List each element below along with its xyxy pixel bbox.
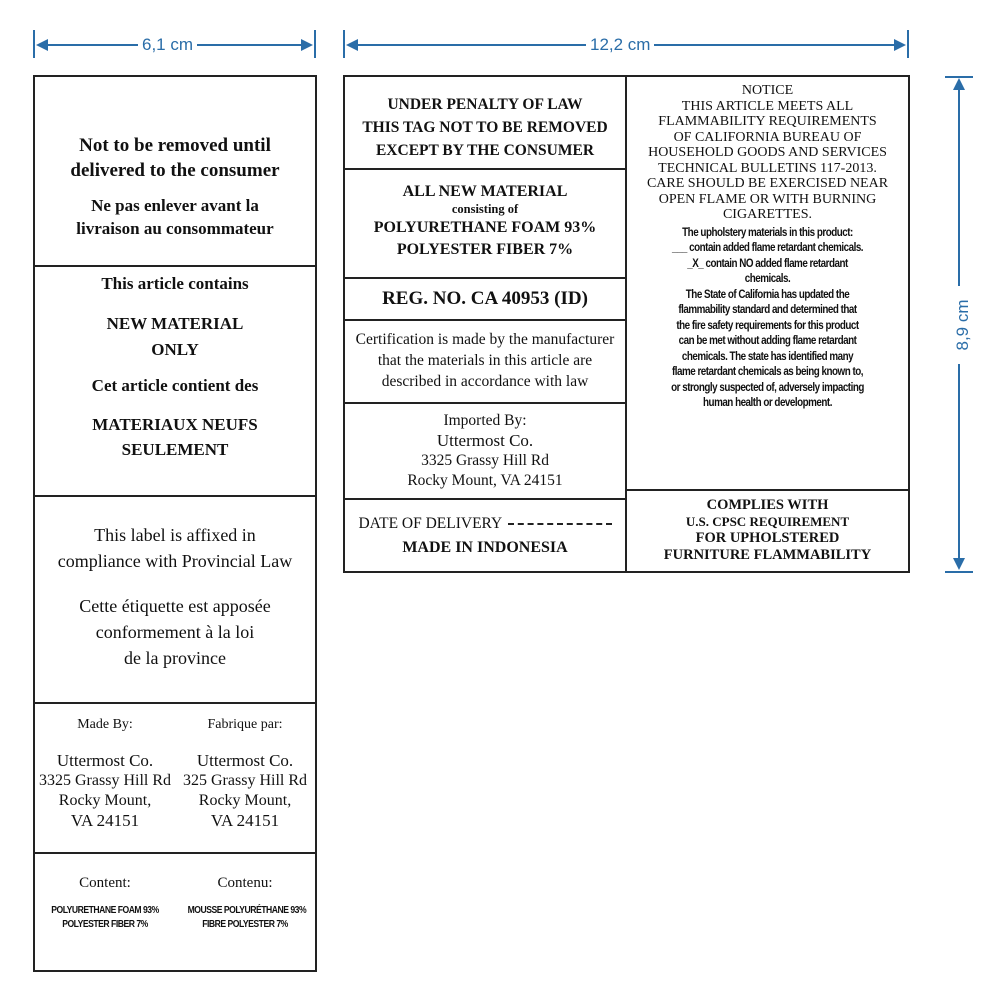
importer-section — [345, 404, 625, 500]
made-by-heading: Made By: — [77, 717, 133, 732]
text-line: Certification is made by the manufacturer — [355, 331, 615, 348]
fabrique-par-column — [175, 716, 315, 831]
dimension-tick — [33, 30, 35, 58]
text-line: that the materials in this article are — [377, 352, 593, 369]
text-line: The State of California has updated the — [685, 286, 850, 301]
text-line: delivered to the consumer — [70, 160, 280, 181]
right-width-label: 12,2 cm — [586, 35, 654, 55]
contenu-heading: Contenu: — [217, 875, 273, 891]
text-line: 3325 Grassy Hill Rd — [421, 452, 549, 469]
text-line: human health or development. — [703, 395, 832, 409]
text-line: FOR UPHOLSTERED — [695, 530, 840, 546]
text-line: HOUSEHOLD GOODS AND SERVICES — [648, 145, 887, 160]
text-line: chemicals. — [744, 271, 791, 285]
left-section-law — [35, 497, 315, 704]
left-section-contents — [35, 267, 315, 497]
text-line: This article contains — [101, 274, 249, 293]
text-line: OPEN FLAME OR WITH BURNING — [658, 191, 877, 207]
certification-section — [345, 321, 625, 404]
text-line: ___ contain added flame retardant chemicals. — [671, 240, 864, 254]
text-line: 325 Grassy Hill Rd — [183, 772, 307, 789]
text-line: consisting of — [451, 202, 519, 216]
text-line: flammability standard and determined that — [678, 302, 857, 316]
content-column — [35, 874, 175, 931]
left-width-label: 6,1 cm — [138, 35, 197, 55]
text-line: The upholstery materials in this product: — [682, 224, 853, 239]
text-line: VA 24151 — [210, 811, 280, 830]
text-line: Uttermost Co. — [56, 751, 154, 770]
notice-section — [627, 77, 908, 491]
dimension-tick — [343, 30, 345, 58]
text-line: SEULEMENT — [121, 440, 229, 459]
text-line: Uttermost Co. — [196, 751, 294, 770]
text-line: Not to be removed until — [79, 135, 271, 156]
right-height-label: 8,9 cm — [953, 286, 973, 364]
text-line: 3325 Grassy Hill Rd — [39, 772, 171, 789]
text-line: COMPLIES WITH — [706, 497, 829, 513]
made-by-column — [35, 716, 175, 831]
arrow-left-icon — [346, 39, 358, 51]
text-line: described in accordance with law — [381, 373, 589, 390]
text-line: can be met without adding flame retardant — [678, 333, 857, 347]
text-line: chemicals. The state has identified many — [681, 348, 854, 363]
content-heading: Content: — [79, 875, 131, 891]
text-line: ALL NEW MATERIAL — [402, 183, 568, 200]
text-line: Uttermost Co. — [436, 431, 534, 450]
arrow-up-icon — [953, 78, 965, 90]
text-line: conformement à la loi — [95, 622, 255, 642]
text-line: U.S. CPSC REQUIREMENT — [685, 514, 850, 529]
text-line: de la province — [124, 648, 226, 668]
text-line: _X_ contain NO added flame retardant — [687, 255, 848, 270]
text-line: MATERIAUX NEUFS — [92, 415, 258, 434]
text-line: POLYESTER FIBER 7% — [396, 241, 574, 258]
text-line: Cet article contient des — [91, 376, 259, 395]
text-line: THIS ARTICLE MEETS ALL — [681, 98, 854, 114]
delivery-date-label: DATE OF DELIVERY — [358, 515, 502, 532]
text-line: FURNITURE FLAMMABILITY — [663, 547, 872, 563]
text-line: POLYURETHANE FOAM 93% — [51, 904, 159, 916]
left-section-removal — [35, 77, 315, 267]
fabrique-par-heading: Fabrique par: — [207, 717, 283, 732]
left-section-made-by — [35, 704, 315, 854]
arrow-down-icon — [953, 558, 965, 570]
text-line: or strongly suspected of, adversely impacting — [671, 379, 864, 394]
delivery-section — [345, 500, 625, 571]
text-line: THIS TAG NOT TO BE REMOVED — [362, 119, 608, 136]
dimension-tick — [945, 571, 973, 573]
text-line: Rocky Mount, — [58, 792, 152, 809]
notice-heading: NOTICE — [741, 83, 794, 98]
right-label-right-column — [627, 77, 908, 571]
text-line: CARE SHOULD BE EXERCISED NEAR — [646, 176, 889, 191]
left-label — [33, 75, 317, 972]
text-line: OF CALIFORNIA BUREAU OF — [673, 129, 862, 145]
complies-section — [627, 491, 908, 571]
text-line: NEW MATERIAL — [106, 314, 244, 333]
contenu-column — [175, 874, 315, 931]
text-line: This label is affixed in — [94, 525, 256, 545]
dimension-tick — [907, 30, 909, 58]
text-line: POLYURETHANE FOAM 93% — [373, 219, 597, 236]
text-line: compliance with Provincial Law — [57, 551, 293, 571]
text-line: Cette étiquette est apposée — [79, 596, 271, 616]
penalty-section — [345, 77, 625, 170]
text-line: the fire safety requirements for this product — [676, 317, 859, 332]
text-line: flame retardant chemicals as being known to, — [671, 364, 864, 378]
left-section-content — [35, 854, 315, 970]
reg-number: REG. NO. CA 40953 (ID) — [382, 288, 588, 309]
right-label-left-column — [345, 77, 627, 571]
registration-section — [345, 279, 625, 321]
arrow-right-icon — [894, 39, 906, 51]
text-line: Ne pas enlever avant la — [91, 196, 259, 215]
material-section — [345, 170, 625, 279]
dimension-tick — [314, 30, 316, 58]
text-line: CIGARETTES. — [722, 207, 813, 222]
text-line: FIBRE POLYESTER 7% — [202, 918, 288, 930]
arrow-left-icon — [36, 39, 48, 51]
right-label — [343, 75, 910, 573]
text-line: UNDER PENALTY OF LAW — [387, 96, 583, 113]
delivery-date-blank — [508, 523, 612, 525]
text-line: MADE IN INDONESIA — [402, 539, 568, 556]
text-line: ONLY — [151, 340, 199, 359]
text-line: Rocky Mount, VA 24151 — [407, 472, 563, 489]
text-line: Rocky Mount, — [198, 792, 292, 809]
text-line: TECHNICAL BULLETINS 117-2013. — [658, 160, 877, 176]
arrow-right-icon — [301, 39, 313, 51]
text-line: VA 24151 — [70, 811, 140, 830]
text-line: FLAMMABILITY REQUIREMENTS — [658, 114, 877, 129]
text-line: Imported By: — [443, 412, 527, 429]
text-line: EXCEPT BY THE CONSUMER — [375, 142, 595, 159]
text-line: POLYESTER FIBER 7% — [62, 918, 148, 930]
text-line: livraison au consommateur — [76, 219, 274, 238]
text-line: MOUSSE POLYURÉTHANE 93% — [187, 904, 307, 916]
